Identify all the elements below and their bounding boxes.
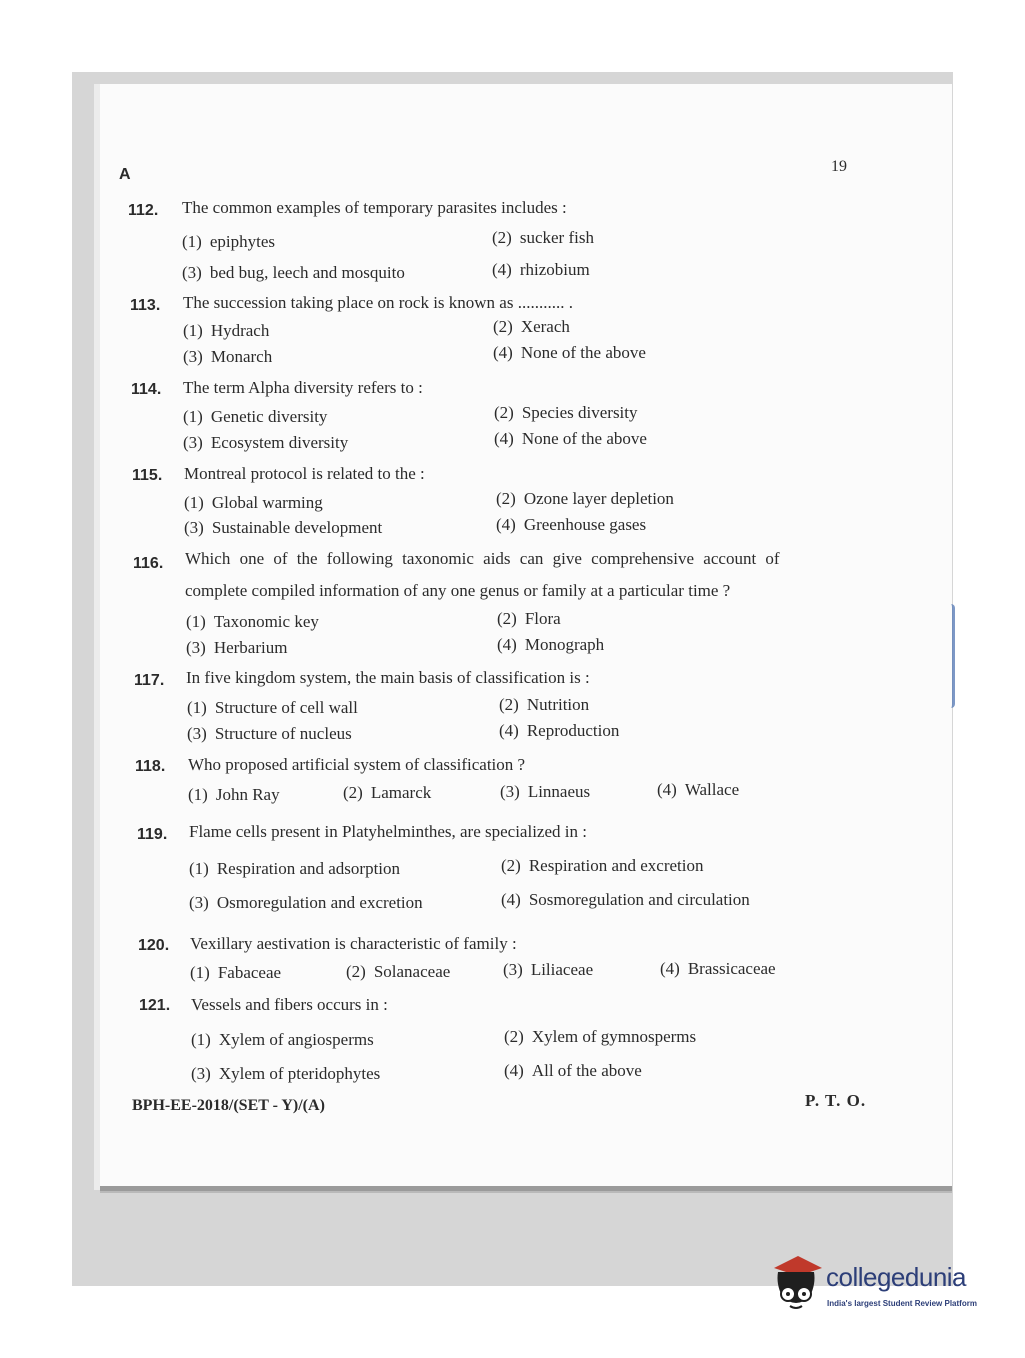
option-1: (1) Respiration and adsorption — [189, 859, 401, 878]
option-2: (2) Nutrition — [499, 695, 590, 714]
option-2: (2) Respiration and excretion — [501, 856, 704, 875]
option-1: (1) Xylem of angiosperms — [191, 1030, 374, 1049]
option-3: (3) Linnaeus — [500, 782, 591, 801]
option-2: (2) sucker fish — [492, 228, 594, 247]
question-text: Montreal protocol is related to the : — [184, 464, 425, 483]
option-3: (3) Xylem of pteridophytes — [191, 1064, 381, 1083]
option-2: (2) Solanaceae — [346, 962, 451, 981]
option-2: (2) Ozone layer depletion — [496, 489, 674, 508]
brand-name: collegedunia — [826, 1262, 967, 1292]
option-4: (4) Greenhouse gases — [496, 515, 647, 534]
section-letter: A — [119, 166, 131, 183]
mascot-logo-icon — [768, 1254, 824, 1314]
collegedunia-watermark[interactable] — [768, 1254, 1008, 1324]
option-4: (4) Monograph — [497, 635, 605, 654]
option-1: (1) Structure of cell wall — [187, 698, 358, 717]
question-text: The common examples of temporary parasites includes : — [182, 198, 567, 217]
question-text: The succession taking place on rock is known as ........... . — [183, 293, 573, 312]
question-text-line-2: complete compiled information of any one genus or family at a particular time ? — [185, 581, 731, 600]
option-4: (4) None of the above — [494, 429, 647, 448]
option-4: (4) Sosmoregulation and circulation — [501, 890, 750, 909]
option-3: (3) Monarch — [183, 347, 273, 366]
paper-code: BPH-EE-2018/(SET - Y)/(A) — [132, 1097, 325, 1114]
question-number: 113. — [130, 297, 161, 314]
question-number: 112. — [128, 202, 159, 219]
page-number: 19 — [831, 158, 847, 175]
option-4: (4) All of the above — [504, 1061, 642, 1080]
option-3: (3) Structure of nucleus — [187, 724, 352, 743]
option-4: (4) Brassicaceae — [660, 959, 776, 978]
option-1: (1) epiphytes — [182, 232, 275, 251]
question-number: 121. — [139, 997, 171, 1014]
option-3: (3) Herbarium — [186, 638, 288, 657]
question-text: Who proposed artificial system of classification ? — [188, 755, 526, 774]
option-1: (1) Taxonomic key — [186, 612, 319, 631]
question-number: 119. — [137, 826, 168, 843]
question-number: 118. — [135, 758, 166, 775]
option-1: (1) Genetic diversity — [183, 407, 328, 426]
question-number: 116. — [133, 555, 164, 572]
please-turn-over: P. T. O. — [805, 1091, 867, 1110]
option-4: (4) None of the above — [493, 343, 646, 362]
option-1: (1) Fabaceae — [190, 963, 282, 982]
brand-tagline: India's largest Student Review Platform — [827, 1299, 977, 1308]
option-3: (3) Sustainable development — [184, 518, 383, 537]
option-2: (2) Xerach — [493, 317, 570, 336]
option-2: (2) Lamarck — [343, 783, 432, 802]
option-4: (4) rhizobium — [492, 260, 590, 279]
option-3: (3) Osmoregulation and excretion — [189, 893, 423, 912]
question-number: 114. — [131, 381, 162, 398]
question-number: 115. — [132, 467, 163, 484]
option-3: (3) Liliaceae — [503, 960, 594, 979]
question-text: Flame cells present in Platyhelminthes, are specialized in : — [189, 822, 587, 841]
question-text: In five kingdom system, the main basis of classification is : — [186, 668, 590, 687]
question-text: Vexillary aestivation is characteristic of family : — [190, 934, 517, 953]
option-2: (2) Xylem of gymnosperms — [504, 1027, 697, 1046]
option-3: (3) bed bug, leech and mosquito — [182, 263, 405, 282]
option-1: (1) John Ray — [188, 785, 280, 804]
option-2: (2) Flora — [497, 609, 561, 628]
option-3: (3) Ecosystem diversity — [183, 433, 349, 452]
question-text: Vessels and fibers occurs in : — [191, 995, 388, 1014]
question-number: 117. — [134, 672, 165, 689]
question-number: 120. — [138, 937, 170, 954]
option-4: (4) Wallace — [657, 780, 740, 799]
question-text: The term Alpha diversity refers to : — [183, 378, 423, 397]
option-1: (1) Hydrach — [183, 321, 270, 340]
option-2: (2) Species diversity — [494, 403, 638, 422]
option-4: (4) Reproduction — [499, 721, 620, 740]
question-text: Which one of the following taxonomic aids can give comprehensive account of — [185, 549, 780, 568]
paper-edge — [100, 1186, 952, 1191]
ink-mark — [940, 604, 955, 708]
option-1: (1) Global warming — [184, 493, 323, 512]
